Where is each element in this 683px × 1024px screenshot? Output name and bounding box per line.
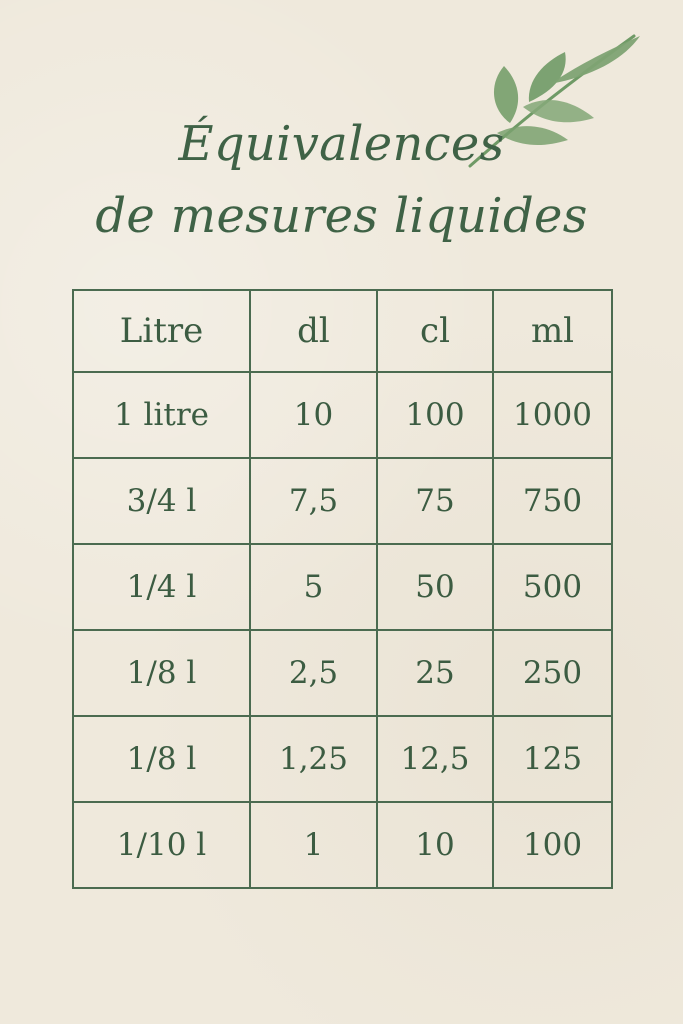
table-cell: 1000 — [493, 372, 612, 458]
table-cell: 10 — [250, 372, 377, 458]
table-cell: 1 — [250, 802, 377, 888]
table-cell: 750 — [493, 458, 612, 544]
table-cell: 12,5 — [377, 716, 493, 802]
table-cell: 3/4 l — [73, 458, 250, 544]
table-cell: 100 — [493, 802, 612, 888]
table-cell: 75 — [377, 458, 493, 544]
table-cell: 25 — [377, 630, 493, 716]
table-cell: 1/4 l — [73, 544, 250, 630]
table-row — [73, 372, 612, 458]
header-cl: cl — [377, 290, 493, 372]
table-cell: 1/8 l — [73, 630, 250, 716]
table-header-row — [73, 290, 612, 372]
header-litre: Litre — [73, 290, 250, 372]
table-cell: 1/10 l — [73, 802, 250, 888]
table-cell: 7,5 — [250, 458, 377, 544]
header-ml: ml — [493, 290, 612, 372]
table-cell: 1 litre — [73, 372, 250, 458]
table-row — [73, 716, 612, 802]
table-cell: 1,25 — [250, 716, 377, 802]
table-cell: 100 — [377, 372, 493, 458]
table-cell: 50 — [377, 544, 493, 630]
table-row — [73, 630, 612, 716]
table-cell: 500 — [493, 544, 612, 630]
table-cell: 10 — [377, 802, 493, 888]
table-cell: 2,5 — [250, 630, 377, 716]
table-cell: 250 — [493, 630, 612, 716]
page-title-line-1: Équivalences — [178, 116, 505, 172]
table-row — [73, 458, 612, 544]
table-row — [73, 544, 612, 630]
conversion-table-container — [72, 289, 611, 881]
table-cell: 5 — [250, 544, 377, 630]
page-title-line-2: de mesures liquides — [95, 188, 588, 244]
table-row — [73, 802, 612, 888]
table-cell: 125 — [493, 716, 612, 802]
liquid-measure-table — [72, 289, 613, 889]
table-cell: 1/8 l — [73, 716, 250, 802]
header-dl: dl — [250, 290, 377, 372]
